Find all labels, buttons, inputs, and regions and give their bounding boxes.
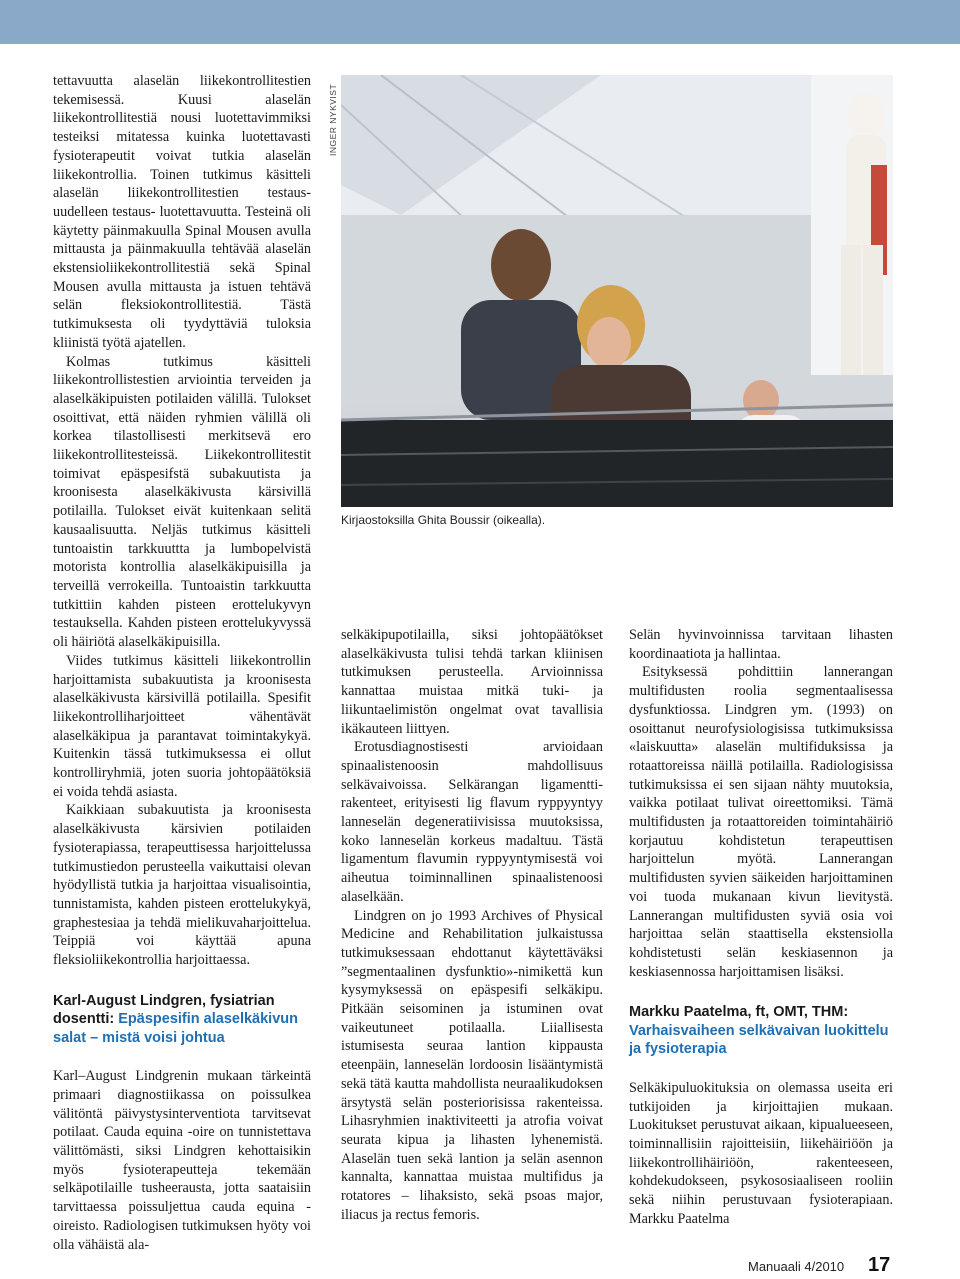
body-paragraph: Kaikkiaan subakuutista ja kroonisesta alaselkäkivusta kärsivien potilaiden fysioterapiassa, terapeuttisessa harjoittelussa tutkimustiedon perusteella vaikuttaisi olevan hyödyllistä tutkia ja harjoittaa visualisointia, tunnistamista, kahden pisteen erottelukykyä, graphestesiaa ja tehdä mielikuvaharjoittelua. Teippiä voi käyttää apuna fleksioliikekontrollia harjoittaessa.	[53, 802, 311, 969]
body-paragraph: tettavuutta alaselän liikekontrollitestien tekemisessä. Kuusi alaselän liikekontrollitestiä nousi luotettavimmiksi testeiksi mitatessa kuinka luotettavasti fysioterapeutit voivat tutkia alaselän liikekontrollia. Toinen tutkimus käsitteli alaselän liikekontrollitestien testaus- uudelleen testaus- luotettavuutta. Testeinä oli käytetty päinmakuulla Spinal Mousen avulla mittausta ja päinmakuulla tehtävää alaselän ekstensioliikekontrollitestiä sekä Spinal Mousen avulla mittausta ja istuen tehtävä selän fleksiokontrollitestiä. Tästä tutkimuksesta oli tyydyttäviä tuloksia kliinistä työtä ajatellen.	[53, 73, 311, 351]
body-paragraph: selkäkipupotilailla, siksi johtopäätökset alaselkäkivusta tulisi tehdä tarkan kliinisen tutkimuksen perusteella. Arvioinnissa kannattaa muistaa mitkä tuki- ja liikuntaelimistön ongelmat ovat tavallisia ikäkauteen liittyen.	[341, 627, 603, 737]
column-middle	[341, 626, 603, 1225]
body-paragraph: Selkäkipuluokituksia on olemassa useita eri tutkijoiden ja kirjoittajien mukaan. Luokitukset perustuvat aikaan, kipualueeseen, toiminnallisiin rajoitteisiin, liikehäiriöön ja liikekontrollihäiriöön, rakenteeseen, kohdekudokseen, psykososiaaliseen rooliin sekä niihin perustuvaan fysioterapiaan. Markku Paatelma	[629, 1079, 893, 1227]
magazine-issue: Manuaali 4/2010	[748, 1259, 845, 1274]
section-heading-lindgren	[53, 992, 311, 1048]
body-paragraph: Lindgren on jo 1993 Archives of Physical Medicine and Rehabilitation julkaistussa tutkimuksessaan ehdottanut käytettäväksi ”segmentaalinen dysfunktio»-nimikettä kun kysymyksessä on epäspesifi selkäkipu. Pitkään seisominen ja istuminen ovat vaikeutuneet potilaalla. Liiallisesta istumisesta seuraa lantion kippausta eteenpäin, lanneselän lordoosin lisääntymistä sekä tätä kautta mahdollista neuraalikudoksen ärsytystä selän posteriorisissa rakenteissa. Lihasryhmien inaktiviteetti ja atrofia voivat seurata kipua ja lihasten lyhenemistä. Alaselän tuen sekä lantion ja selän asennon kannalta, kannattaa muistaa multifidus ja rotatores – lihaksisto, sekä psoas major, iliacus ja rectus femoris.	[341, 907, 603, 1223]
column-right	[629, 626, 893, 1228]
photo-credit: INGER NYKVIST	[328, 83, 338, 156]
body-paragraph: Erotusdiagnostisesti arvioidaan spinaalistenoosin mahdollisuus selkävaivoissa. Selkärangan ligamentti-rakenteet, erityisesti lig flavum ryppyyntyy lanneselän degeneratiivisissa muutoksissa, koko lanneselän korkeus madaltuu. Tästä ligamentum flavumin ryppyyntymisestä voi aiheutua toiminnallinen spinaalistenoosi alaselkään.	[341, 739, 603, 905]
heading-title: Varhaisvaiheen selkävaivan luokittelu ja fysioterapia	[629, 1022, 889, 1058]
page-number: 17	[868, 1254, 891, 1276]
heading-speaker: Markku Paatelma, ft, OMT, THM:	[629, 1004, 849, 1021]
body-paragraph: Kolmas tutkimus käsitteli liikekontrollistestien arviointia terveiden ja alaselkäkipuisten potilaiden välillä. Tulokset osoittivat, että näiden ryhmien välillä oli korkea tilastollisesti merkitsevä ero liikekontrollitesteissä. Liikekontrollitestit toimivat epäspesifstä subakuutista ja kroonisesta alaselkäkivusta kärsivillä potilailla. Tulokset eivät kuitenkaan selitä kausaalisuutta. Neljäs tutkimus käsitteli tuntoaistin tarkkuuttta ja lumbopelvistä motorista kontrollia alaselkäkipuisilla ja terveillä verrokeilla. Tuntoaistin tarkkuutta tutkittiin kahden pisteen erottelukyvyn testauksella. Kahden pisteen erottelukyvyssä oli häiriötä alaselkäkipuisilla.	[53, 353, 311, 651]
photo-illustration	[341, 75, 893, 507]
body-paragraph: Esityksessä pohdittiin lannerangan multifidusten roolia segmentaalisessa dysfunktiossa. Lindgren ym. (1993) on osoittanut neurofysiologisissa tutkimuksissa «laiskuutta» alaselän multifiduksissa ja rotaattoreissa näillä potilailla. Radiologisissa tutkimuksissa ei sen sijaan nähty muutoksia, vaikka potilaat tulivat oireettomiksi. Tämä multifidusten ja rotaattoreiden toimintahäiriö korjautuu kohdistetun terapeuttisen harjoittelun myötä. Lannerangan multifidusten syvien säikeiden harjoittaminen voi tuoda mukanaan kivun lievitystä. Lannerangan multifidusten syviä osia voi harjoittaa selän staattisella ekstensiolla kohdistetusti selän keskiasennon ja keskiasennossa harjoittamisen lisäksi.	[629, 664, 893, 980]
body-paragraph: Viides tutkimus käsitteli liikekontrollin harjoittamista subakuutista ja kroonisesta alaselkäkivusta kärsivillä potilailla. Spesifit liikekontrolliharjoitteet vähentävät alaselkäkipua ja parantavat toimintakykyä. Kuitenkin tässä tutkimuksessa ei ollut kontrolliryhmiä, joten suoria johtopäätöksiä ei voida tehdä asiasta.	[53, 652, 311, 800]
heading-title: Epäspesifin alaselkäkivun salat – mistä voisi johtua	[53, 1011, 298, 1046]
body-paragraph: Karl–August Lindgrenin mukaan tärkeintä primaari diagnostiikassa on poissulkea välitöntä päivystysinterventiota tarvitsevat potilaat. Cauda equina -oire on tunnistettava välittömästi, siksi Lindgren kehottaisikin myös fysioterapeutteja tekemään selkäpotilaille tusheerausta, jotta saataisiin tarvittaessa poissuljettua cauda equina -oireisto. Radiologisen tutkimuksen hyöty voi olla vähäistä ala-	[53, 1068, 311, 1253]
top-color-band	[0, 0, 960, 44]
heading-speaker: Karl-August Lindgren, fysiatrian dosentti:	[53, 992, 275, 1028]
section-heading-paatelma	[629, 1003, 893, 1059]
body-paragraph: Selän hyvinvoinnissa tarvitaan lihasten koordinaatiota ja hallintaa.	[629, 627, 893, 662]
column-left	[53, 72, 311, 1254]
photo-caption: Kirjaostoksilla Ghita Boussir (oikealla).	[341, 513, 546, 527]
article-photo	[341, 75, 893, 507]
